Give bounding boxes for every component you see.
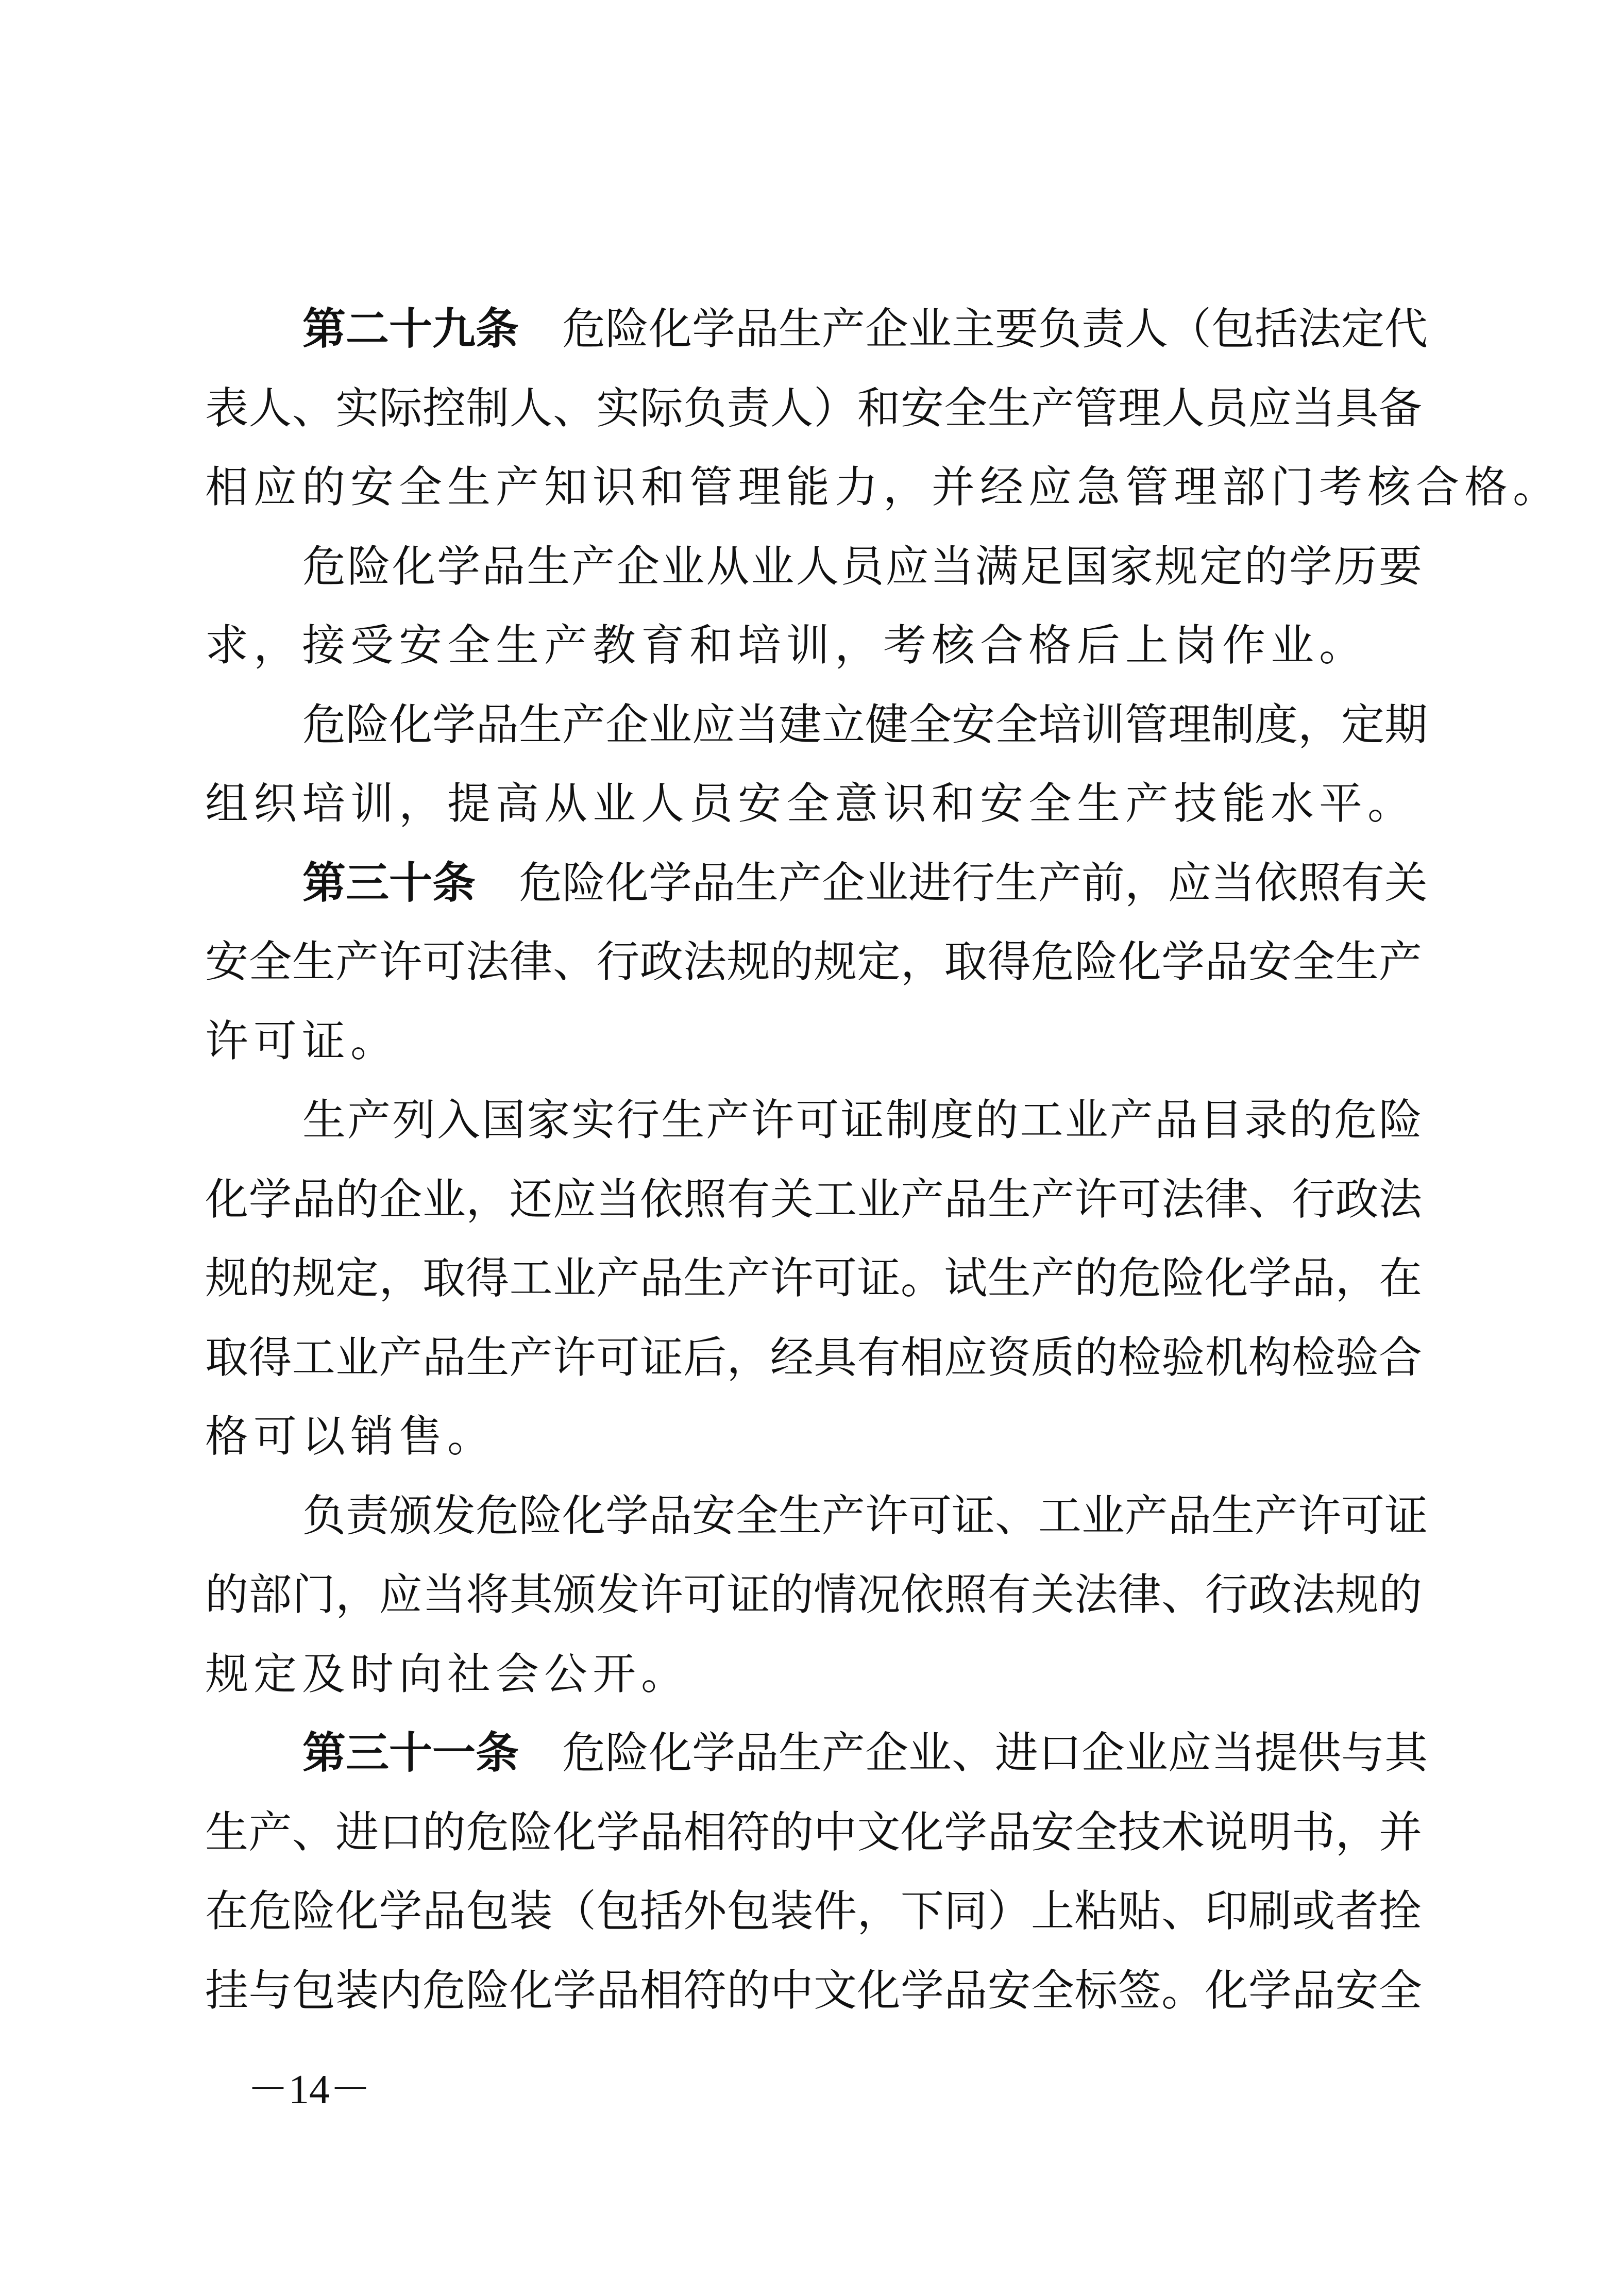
line-text: 的部门，应当将其颁发许可证的情况依照有关法律、行政法规的 <box>205 1569 1422 1620</box>
line-text: 生产、进口的危险化学品相符的中文化学品安全技术说明书，并 <box>205 1806 1422 1857</box>
line-text: 危险化学品生产企业从业人员应当满足国家规定的学历要 <box>302 541 1422 592</box>
line-text: 在危险化学品包装（包括外包装件，下同）上粘贴、印刷或者拴 <box>205 1886 1422 1936</box>
line-text: 取得工业产品生产许可证后，经具有相应资质的检验机构检验合 <box>205 1332 1422 1383</box>
paragraph-line <box>205 1329 1422 1386</box>
paragraph-line <box>205 1408 1422 1465</box>
line-text: 安全生产许可法律、行政法规的规定，取得危险化学品安全生产 <box>205 936 1422 987</box>
line-text: 许可证。 <box>205 1015 399 1066</box>
paragraph-line <box>205 933 1422 990</box>
paragraph-line <box>205 775 1422 832</box>
article-heading: 第三十一条 <box>302 1728 519 1778</box>
line-text: 挂与包装内危险化学品相符的中文化学品安全标签。化学品安全 <box>205 1965 1422 2016</box>
article-heading: 第三十条 <box>302 857 476 908</box>
line-text: 求，接受安全生产教育和培训，考核合格后上岗作业。 <box>205 620 1368 671</box>
paragraph-line <box>205 617 1422 674</box>
paragraph-line <box>205 1883 1422 1939</box>
line-text: 负责颁发危险化学品安全生产许可证、工业产品生产许可证 <box>302 1490 1428 1541</box>
paragraph-first-line <box>205 854 1428 911</box>
line-text: 危险化学品生产企业应当建立健全安全培训管理制度，定期 <box>302 699 1428 750</box>
line-text: 规的规定，取得工业产品生产许可证。试生产的危险化学品，在 <box>205 1253 1422 1303</box>
line-text: 生产列入国家实行生产许可证制度的工业产品目录的危险 <box>302 1095 1422 1145</box>
paragraph-line <box>205 1804 1422 1861</box>
paragraph-first-line <box>205 696 1428 753</box>
paragraph-first-line <box>205 1092 1422 1148</box>
paragraph-first-line <box>205 1724 1428 1781</box>
paragraph-line <box>205 1646 1422 1702</box>
line-text: 格可以销售。 <box>205 1411 496 1462</box>
paragraph-line <box>205 1566 1422 1623</box>
paragraph-line <box>205 459 1562 515</box>
line-text: 危险化学品生产企业、进口企业应当提供与其 <box>562 1728 1428 1778</box>
line-text: 规定及时向社会公开。 <box>205 1648 690 1699</box>
line-text: 组织培训，提高从业人员安全意识和安全生产技能水平。 <box>205 778 1416 829</box>
paragraph-line <box>205 380 1422 437</box>
paragraph-line <box>205 1171 1422 1228</box>
article-heading: 第二十九条 <box>302 304 519 354</box>
line-text: 化学品的企业，还应当依照有关工业产品生产许可法律、行政法 <box>205 1174 1422 1225</box>
paragraph-first-line <box>205 538 1422 595</box>
paragraph-first-line <box>205 300 1428 357</box>
paragraph-first-line <box>205 1487 1428 1544</box>
line-text: 危险化学品生产企业进行生产前，应当依照有关 <box>519 857 1428 908</box>
paragraph-line <box>205 1013 1422 1069</box>
paragraph-line <box>205 1962 1422 2019</box>
line-text: 相应的安全生产知识和管理能力，并经应急管理部门考核合格。 <box>205 462 1562 512</box>
line-text: 危险化学品生产企业主要负责人（包括法定代 <box>562 304 1428 354</box>
paragraph-line <box>205 1250 1422 1306</box>
page-number: －14－ <box>247 2067 371 2113</box>
line-text: 表人、实际控制人、实际负责人）和安全生产管理人员应当具备 <box>205 382 1422 433</box>
